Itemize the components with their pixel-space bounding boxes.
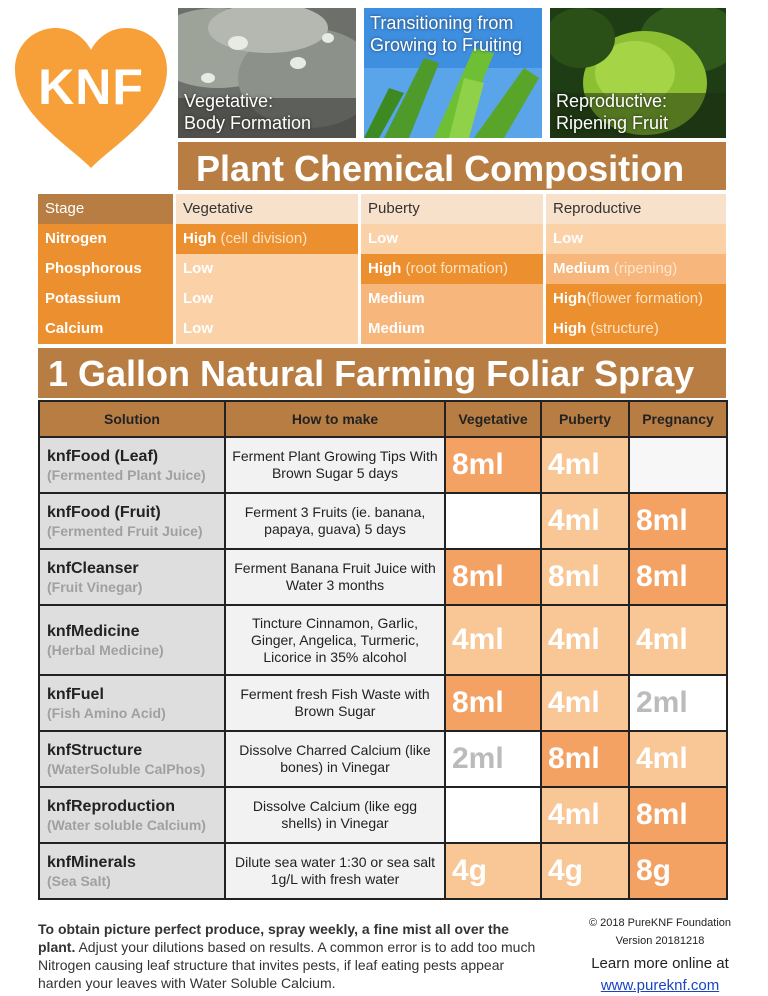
header-reproductive: Reproductive <box>546 194 726 224</box>
solution-cell <box>40 844 226 898</box>
solution-cell <box>40 494 226 548</box>
spray-row <box>40 674 726 730</box>
dose-cell: 4ml <box>630 606 726 674</box>
dose-cell <box>630 438 726 492</box>
dose-cell: 8ml <box>630 494 726 548</box>
dose-cell: 4ml <box>446 606 542 674</box>
solution-cell <box>40 732 226 786</box>
header-vegetative: Vegetative <box>176 194 361 224</box>
nutrient-label: Nitrogen <box>38 224 176 254</box>
copyright: © 2018 PureKNF Foundation <box>588 917 732 929</box>
solution-name: knfFood (Leaf) <box>47 448 159 465</box>
how-to-make-cell: Ferment 3 Fruits (ie. banana, papaya, guava) 5 days <box>226 494 446 548</box>
composition-row-calcium <box>38 314 726 344</box>
dose-cell: 4ml <box>542 676 630 730</box>
usage-notes <box>38 920 548 992</box>
logo-text: KNF <box>38 59 144 115</box>
dose-cell: 8ml <box>542 732 630 786</box>
photo-caption-transition: Transitioning from Growing to Fruiting <box>370 13 523 55</box>
dose-cell: 8g <box>630 844 726 898</box>
dose-cell: 8ml <box>446 438 542 492</box>
dose-cell: 2ml <box>630 676 726 730</box>
level-value: High <box>553 290 587 307</box>
nutrient-label: Potassium <box>38 284 176 314</box>
how-to-make-cell: Dissolve Calcium (like egg shells) in Vinegar <box>226 788 446 842</box>
level-value: Low <box>183 320 213 337</box>
how-to-make-cell: Dilute sea water 1:30 or sea salt 1g/L with fresh water <box>226 844 446 898</box>
solution-subtitle: (Herbal Medicine) <box>47 642 164 658</box>
level-note: (structure) <box>586 320 659 337</box>
nutrient-level-cell <box>176 284 361 314</box>
solution-name: knfMedicine <box>47 623 140 640</box>
level-value: High <box>183 230 217 247</box>
dose-cell: 4g <box>446 844 542 898</box>
usage-notes-text: Adjust your dilutions based on results. A common error is to add too much Nitrogen causing leaf structure that invites pests, if leaf eating pests appear harden your leaves with Water Soluble Calcium. <box>38 939 536 991</box>
solution-name: knfReproduction <box>47 798 175 815</box>
solution-name: knfFood (Fruit) <box>47 504 161 521</box>
learn-more-text: Learn more online at <box>591 955 729 972</box>
dose-cell: 4ml <box>542 494 630 548</box>
nutrient-level-cell <box>546 224 726 254</box>
composition-row-nitrogen <box>38 224 726 254</box>
level-value: Medium <box>368 290 425 307</box>
nutrient-level-cell <box>176 254 361 284</box>
composition-row-phosphorous <box>38 254 726 284</box>
website-link[interactable]: www.pureknf.com <box>600 977 720 994</box>
dose-cell <box>446 494 542 548</box>
composition-row-potassium <box>38 284 726 314</box>
solution-cell <box>40 438 226 492</box>
photo-vegetative <box>178 8 356 138</box>
solution-cell <box>40 606 226 674</box>
nutrient-level-cell <box>546 314 726 344</box>
dose-cell: 8ml <box>630 550 726 604</box>
dose-cell: 4ml <box>542 438 630 492</box>
solution-name: knfCleanser <box>47 560 139 577</box>
level-note: (root formation) <box>401 260 509 277</box>
nutrient-level-cell <box>361 224 546 254</box>
how-to-make-cell: Dissolve Charred Calcium (like bones) in Vinegar <box>226 732 446 786</box>
header-puberty: Puberty <box>542 402 630 436</box>
solution-name: knfStructure <box>47 742 143 759</box>
spray-header-row <box>40 402 726 436</box>
how-to-make-cell: Ferment Plant Growing Tips With Brown Sugar 5 days <box>226 438 446 492</box>
spray-title: 1 Gallon Natural Farming Foliar Spray <box>38 348 726 398</box>
nutrient-label: Phosphorous <box>38 254 176 284</box>
how-to-make-cell: Ferment Banana Fruit Juice with Water 3 months <box>226 550 446 604</box>
header-pregnancy: Pregnancy <box>642 411 714 427</box>
how-to-make-cell: Ferment fresh Fish Waste with Brown Sugar <box>226 676 446 730</box>
composition-title: Plant Chemical Composition <box>178 142 726 190</box>
level-value: Low <box>553 230 583 247</box>
solution-cell <box>40 550 226 604</box>
solution-subtitle: (Water soluble Calcium) <box>47 817 206 833</box>
composition-table <box>38 194 726 344</box>
spray-row <box>40 604 726 674</box>
dose-cell: 2ml <box>446 732 542 786</box>
knf-heart-logo <box>12 22 170 172</box>
solution-cell <box>40 676 226 730</box>
header-stage: Stage <box>38 194 176 224</box>
how-to-make-cell: Tincture Cinnamon, Garlic, Ginger, Angelica, Turmeric, Licorice in 35% alcohol <box>226 606 446 674</box>
nutrient-level-cell <box>176 224 361 254</box>
usage-notes-bold: To obtain picture perfect produce, spray weekly, a fine mist all over the plant. <box>38 921 509 955</box>
solution-name: knfFuel <box>47 686 104 703</box>
solution-subtitle: (Fermented Plant Juice) <box>47 467 206 483</box>
level-value: Medium <box>553 260 610 277</box>
dose-cell: 8ml <box>446 550 542 604</box>
solution-subtitle: (Sea Salt) <box>47 873 111 889</box>
header-puberty: Puberty <box>361 194 546 224</box>
nutrient-level-cell <box>361 284 546 314</box>
header-how-to-make: How to make <box>226 402 446 436</box>
solution-subtitle: (Fish Amino Acid) <box>47 705 166 721</box>
level-note: (flower formation) <box>586 290 704 307</box>
nutrient-level-cell <box>361 254 546 284</box>
nutrient-level-cell <box>546 284 726 314</box>
footer-credits <box>572 916 748 996</box>
solution-name: knfMinerals <box>47 854 136 871</box>
level-value: Low <box>183 290 213 307</box>
spray-row <box>40 842 726 898</box>
level-note: (ripening) <box>609 260 678 277</box>
spray-table <box>38 400 728 900</box>
nutrient-level-cell <box>361 314 546 344</box>
solution-subtitle: (Fermented Fruit Juice) <box>47 523 203 539</box>
photo-transition <box>364 8 542 138</box>
dose-cell: 4g <box>542 844 630 898</box>
dose-cell: 8ml <box>446 676 542 730</box>
dose-cell: 8ml <box>542 550 630 604</box>
dose-cell: 8ml <box>630 788 726 842</box>
nutrient-level-cell <box>176 314 361 344</box>
solution-subtitle: (Fruit Vinegar) <box>47 579 143 595</box>
solution-subtitle: (WaterSoluble CalPhos) <box>47 761 206 777</box>
spray-row <box>40 730 726 786</box>
version: Version 20181218 <box>615 935 705 947</box>
nutrient-level-cell <box>546 254 726 284</box>
spray-row <box>40 492 726 548</box>
level-value: High <box>553 320 587 337</box>
spray-row <box>40 436 726 492</box>
level-value: Low <box>368 230 398 247</box>
spray-row <box>40 548 726 604</box>
dose-cell <box>446 788 542 842</box>
header-solution: Solution <box>40 402 226 436</box>
level-note: (cell division) <box>216 230 308 247</box>
photo-reproductive <box>550 8 726 138</box>
nutrient-label: Calcium <box>38 314 176 344</box>
level-value: Low <box>183 260 213 277</box>
dose-cell: 4ml <box>542 788 630 842</box>
photo-caption-reproductive: Reproductive: Ripening Fruit <box>556 91 669 133</box>
level-value: Medium <box>368 320 425 337</box>
dose-cell: 4ml <box>630 732 726 786</box>
header-vegetative: Vegetative <box>446 402 542 436</box>
photo-caption-vegetative: Vegetative: Body Formation <box>184 91 312 133</box>
solution-cell <box>40 788 226 842</box>
spray-row <box>40 786 726 842</box>
level-value: High <box>368 260 402 277</box>
composition-header-row <box>38 194 726 224</box>
dose-cell: 4ml <box>542 606 630 674</box>
